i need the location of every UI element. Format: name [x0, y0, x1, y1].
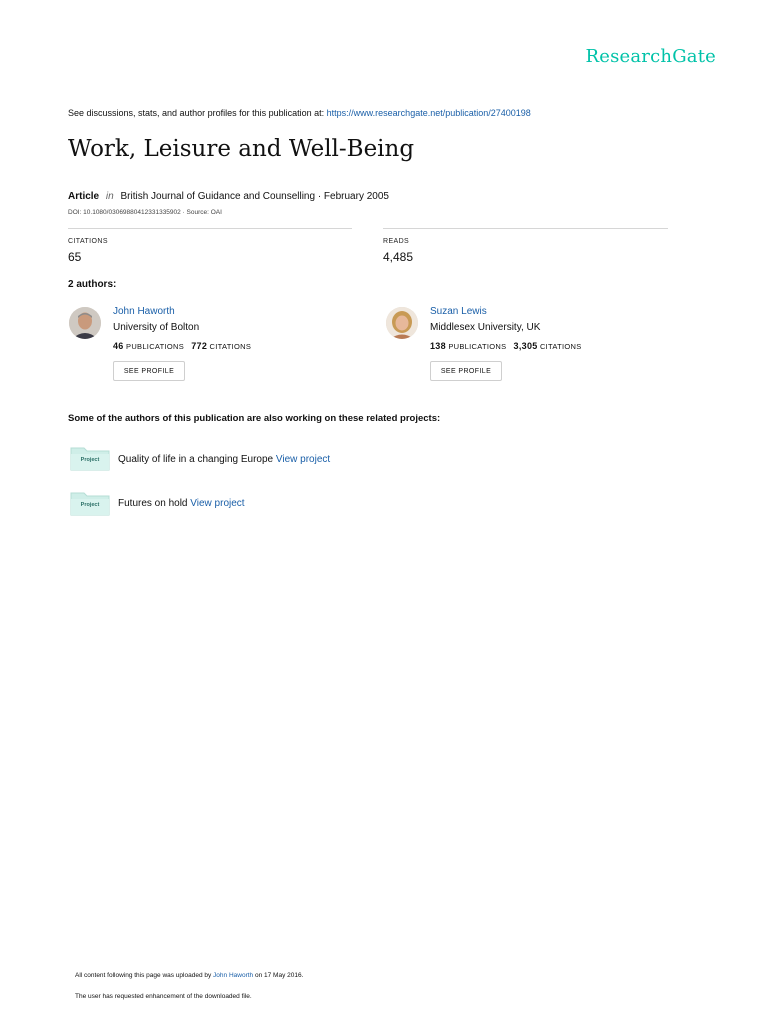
citations-count: 3,305	[513, 341, 538, 351]
authors-heading: 2 authors:	[68, 279, 117, 290]
citations-count-label: CITATIONS	[209, 342, 252, 351]
citations-value: 65	[68, 250, 82, 264]
project-folder-icon[interactable]	[70, 445, 110, 471]
see-profile-button[interactable]: SEE PROFILE	[430, 361, 502, 381]
publication-url-link[interactable]: https://www.researchgate.net/publication/27400198	[326, 108, 531, 118]
doi-line: DOI: 10.1080/03069880412331335902 · Source: OAI	[68, 209, 222, 216]
upload-suffix: on 17 May 2016.	[254, 972, 304, 979]
person-icon	[386, 307, 418, 339]
project-title: Quality of life in a changing Europe	[118, 454, 274, 465]
discussion-label: See discussions, stats, and author profiles for this publication at:	[68, 108, 325, 118]
person-icon	[69, 307, 101, 339]
journal-date: British Journal of Guidance and Counselling · February 2005	[120, 191, 389, 202]
publications-label: PUBLICATIONS	[126, 342, 185, 351]
avatar-suzan-lewis[interactable]	[386, 307, 418, 339]
avatar-john-haworth[interactable]	[69, 307, 101, 339]
author-name-link[interactable]: John Haworth	[113, 306, 175, 317]
in-word: in	[105, 191, 114, 202]
publication-title: Work, Leisure and Well-Being	[68, 136, 415, 162]
researchgate-logo[interactable]: ResearchGate	[585, 46, 716, 67]
publications-count: 138	[430, 341, 446, 351]
citations-count: 772	[191, 341, 208, 351]
project-item	[118, 498, 245, 509]
author-affiliation: University of Bolton	[113, 322, 200, 333]
view-project-link[interactable]: View project	[190, 498, 245, 509]
upload-prefix: All content following this page was uploaded by	[75, 972, 212, 979]
citations-label: CITATIONS	[68, 238, 108, 245]
reads-value: 4,485	[383, 250, 414, 264]
project-title: Futures on hold	[118, 498, 188, 509]
author-name-link[interactable]: Suzan Lewis	[430, 306, 487, 317]
author-stats	[113, 341, 251, 351]
publication-meta	[68, 191, 389, 202]
author-affiliation: Middlesex University, UK	[430, 322, 541, 333]
citations-count-label: CITATIONS	[539, 342, 582, 351]
view-project-link[interactable]: View project	[275, 454, 331, 465]
reads-divider	[383, 228, 668, 229]
uploader-link[interactable]: John Haworth	[213, 972, 254, 979]
upload-note	[75, 972, 303, 979]
discussion-line	[68, 108, 531, 118]
related-projects-heading: Some of the authors of this publication are also working on these related projects:	[68, 413, 441, 424]
citations-divider	[68, 228, 352, 229]
publication-type: Article	[68, 191, 100, 202]
see-profile-button[interactable]: SEE PROFILE	[113, 361, 185, 381]
enhancement-note: The user has requested enhancement of the downloaded file.	[75, 993, 252, 1000]
project-icon-label: Project	[80, 502, 100, 508]
author-stats	[430, 341, 582, 351]
project-folder-icon[interactable]	[70, 490, 110, 516]
project-item	[118, 454, 330, 465]
publications-label: PUBLICATIONS	[448, 342, 507, 351]
publications-count: 46	[113, 341, 124, 351]
reads-label: READS	[383, 238, 410, 245]
project-icon-label: Project	[80, 457, 100, 463]
